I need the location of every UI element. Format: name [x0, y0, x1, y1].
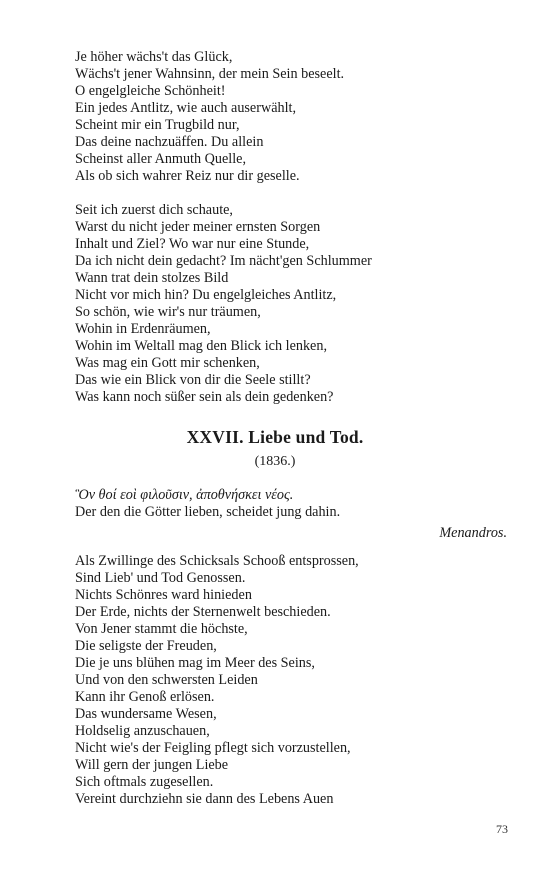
verse-line: O engelgleiche Schönheit!	[75, 83, 226, 99]
verse-line: Holdselig anzuschauen,	[75, 723, 210, 739]
epigraph-attribution: Menandros.	[439, 525, 507, 541]
verse-line: Sich oftmals zugesellen.	[75, 774, 214, 790]
verse-line: Scheint mir ein Trugbild nur,	[75, 117, 240, 133]
verse-line: Und von den schwersten Leiden	[75, 672, 258, 688]
verse-line: Als ob sich wahrer Reiz nur dir geselle.	[75, 168, 300, 184]
verse-line: So schön, wie wir's nur träumen,	[75, 304, 261, 320]
stanza-1	[75, 49, 344, 185]
verse-line: Inhalt und Ziel? Wo war nur eine Stunde,	[75, 236, 310, 252]
verse-line: Ein jedes Antlitz, wie auch auserwählt,	[75, 100, 297, 116]
verse-line: Die seligste der Freuden,	[75, 638, 217, 654]
epigraph-greek: Ὃν θοί εοὶ φιλοῦσιν, ἀποθνήσκει νέος.	[75, 487, 294, 503]
verse-line: Wächs't jener Wahnsinn, der mein Sein beseelt.	[75, 66, 345, 82]
verse-line: Von Jener stammt die höchste,	[75, 621, 248, 637]
verse-line: Das wie ein Blick von dir die Seele stillt?	[75, 372, 311, 388]
verse-line: Vereint durchziehn sie dann des Lebens Auen	[75, 791, 334, 807]
verse-line: Scheinst aller Anmuth Quelle,	[75, 151, 247, 167]
verse-line: Das wundersame Wesen,	[75, 706, 217, 722]
stanza-3	[75, 553, 359, 808]
verse-line: Das deine nachzuäffen. Du allein	[75, 134, 264, 150]
verse-line: Die je uns blühen mag im Meer des Seins,	[75, 655, 315, 671]
verse-line: Will gern der jungen Liebe	[75, 757, 229, 773]
verse-line: Seit ich zuerst dich schaute,	[75, 202, 233, 218]
verse-line: Was mag ein Gott mir schenken,	[75, 355, 260, 371]
verse-line: Nicht vor mich hin? Du engelgleiches Antlitz,	[75, 287, 337, 303]
verse-line: Als Zwillinge des Schicksals Schooß entsprossen,	[75, 553, 359, 569]
epigraph	[75, 487, 507, 542]
stanza-2	[75, 202, 372, 406]
verse-line: Wohin in Erdenräumen,	[75, 321, 211, 337]
section-year: (1836.)	[254, 454, 296, 469]
verse-line: Kann ihr Genoß erlösen.	[75, 689, 215, 705]
verse-line: Je höher wächs't das Glück,	[75, 49, 233, 65]
verse-line: Nicht wie's der Feigling pflegt sich vorzustellen,	[75, 740, 351, 756]
verse-line: Sind Lieb' und Tod Genossen.	[75, 570, 246, 586]
verse-line: Was kann noch süßer sein als dein gedenken?	[75, 389, 334, 405]
verse-line: Da ich nicht dein gedacht? Im nächt'gen Schlummer	[75, 253, 372, 269]
verse-line: Nichts Schönres ward hinieden	[75, 587, 252, 603]
verse-line: Warst du nicht jeder meiner ernsten Sorgen	[75, 219, 321, 235]
verse-line: Der Erde, nichts der Sternenwelt beschieden.	[75, 604, 331, 620]
section-title: XXVII. Liebe und Tod.	[186, 427, 364, 447]
verse-line: Wann trat dein stolzes Bild	[75, 270, 229, 286]
epigraph-translation: Der den die Götter lieben, scheidet jung dahin.	[75, 504, 341, 520]
verse-line: Wohin im Weltall mag den Blick ich lenken,	[75, 338, 327, 354]
page-number: 73	[496, 822, 508, 836]
